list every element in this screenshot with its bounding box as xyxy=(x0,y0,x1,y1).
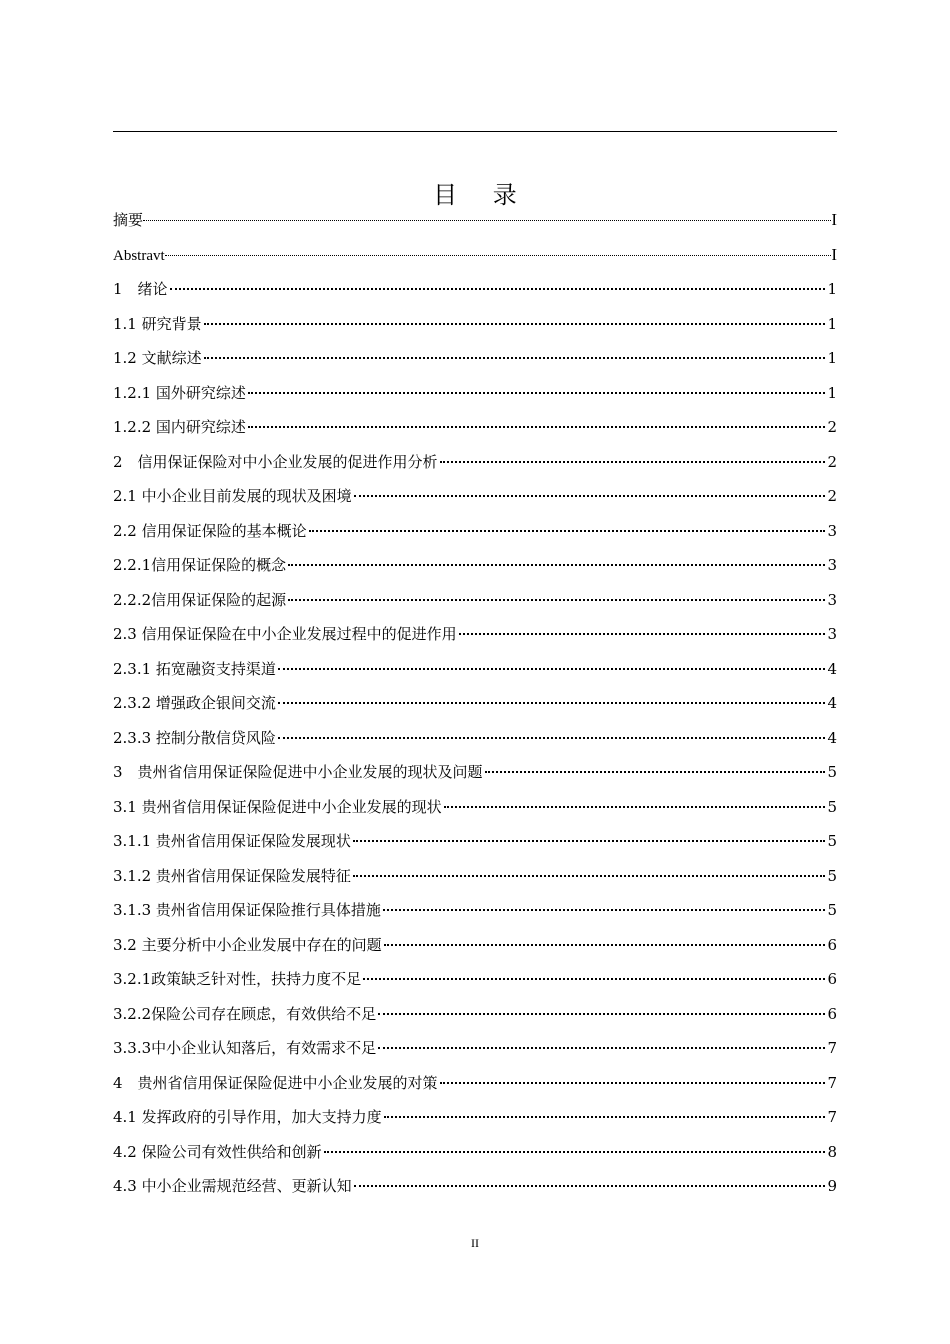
toc-entry-page: 1 xyxy=(827,280,837,298)
toc-entry-title: 2.1 中小企业目前发展的现状及困境 xyxy=(113,487,352,505)
toc-entry-page: 3 xyxy=(827,590,837,609)
toc-entry[interactable] xyxy=(113,307,837,342)
toc-entry-page: 3 xyxy=(827,521,837,540)
toc-entry-page: 5 xyxy=(827,901,837,919)
toc-entry-title: 3.1.1 贵州省信用保证保险发展现状 xyxy=(113,832,351,850)
toc-dot-leader xyxy=(440,1082,826,1084)
toc-dot-leader xyxy=(288,564,825,566)
toc-entry[interactable] xyxy=(113,755,837,790)
toc-entry-title: 3.3.3中小企业认知落后，有效需求不足 xyxy=(113,1039,377,1057)
toc-entry-page: 6 xyxy=(827,1004,837,1023)
toc-entry[interactable] xyxy=(113,479,837,514)
toc-entry-title: 2.2.2信用保证保险的起源 xyxy=(113,590,287,609)
toc-entry[interactable] xyxy=(113,893,837,928)
toc-entry-title: 1.2 文献综述 xyxy=(113,349,202,367)
toc-entry-page: 5 xyxy=(827,797,837,816)
toc-dot-leader xyxy=(485,771,826,773)
toc-entry[interactable] xyxy=(113,962,837,997)
toc-entry-page: 4 xyxy=(827,694,837,712)
toc-entry-title: 1.2.2 国内研究综述 xyxy=(113,418,246,436)
toc-dot-leader xyxy=(384,944,826,946)
toc-entry-title: 2.2.1信用保证保险的概念 xyxy=(113,556,287,574)
toc-entry-title: 3 贵州省信用保证保险促进中小企业发展的现状及问题 xyxy=(113,763,483,781)
toc-dot-leader xyxy=(165,255,832,256)
toc-entry-title: 2.3.1 拓宽融资支持渠道 xyxy=(113,659,276,678)
toc-dot-leader xyxy=(204,357,826,359)
toc-dot-leader xyxy=(440,461,826,463)
toc-entry-title: 3.1 贵州省信用保证保险促进中小企业发展的现状 xyxy=(113,797,442,816)
page-number: II xyxy=(471,1236,479,1250)
toc-dot-leader xyxy=(354,495,826,497)
toc-entry-page: I xyxy=(831,210,837,229)
toc-entry[interactable] xyxy=(113,410,837,445)
toc-dot-leader xyxy=(444,806,826,808)
toc-entry-page: I xyxy=(831,244,837,264)
toc-dot-leader xyxy=(363,978,825,980)
toc-dot-leader xyxy=(278,702,826,704)
toc-entry-page: 2 xyxy=(827,418,837,436)
toc-dot-leader xyxy=(324,1151,826,1153)
toc-dot-leader xyxy=(353,840,826,842)
toc-entry-title: 1 绪论 xyxy=(113,280,168,298)
toc-dot-leader xyxy=(383,909,826,911)
toc-entry-title: 4 贵州省信用保证保险促进中小企业发展的对策 xyxy=(113,1073,438,1092)
toc-entry-page: 1 xyxy=(827,314,837,333)
toc-title: 目 录 xyxy=(433,181,531,209)
toc-entry-page: 7 xyxy=(827,1039,837,1057)
toc-entry-title: 2.2 信用保证保险的基本概论 xyxy=(113,521,307,540)
toc-entry-title: 2.3.3 控制分散信贷风险 xyxy=(113,728,276,747)
toc-dot-leader xyxy=(378,1013,825,1015)
toc-dot-leader xyxy=(170,288,826,290)
toc-entry[interactable] xyxy=(113,583,837,618)
toc-entry[interactable] xyxy=(113,997,837,1032)
toc-entry-page: 2 xyxy=(827,452,837,471)
toc-dot-leader xyxy=(384,1116,826,1118)
toc-entry-title: 2 信用保证保险对中小企业发展的促进作用分析 xyxy=(113,452,438,471)
toc-dot-leader xyxy=(378,1047,825,1049)
toc-entry-page: 1 xyxy=(827,349,837,367)
toc-entry[interactable] xyxy=(113,548,837,583)
toc-entry-title: 3.2.1政策缺乏针对性，扶持力度不足 xyxy=(113,970,362,988)
toc-entry[interactable] xyxy=(113,1100,837,1135)
header-rule xyxy=(113,131,837,132)
toc-entry-page: 9 xyxy=(827,1177,837,1195)
toc-entry[interactable] xyxy=(113,203,837,238)
toc-entry[interactable] xyxy=(113,1135,837,1170)
toc-entry-title: 3.2 主要分析中小企业发展中存在的问题 xyxy=(113,935,382,954)
toc-entry-title: 1.2.1 国外研究综述 xyxy=(113,383,246,402)
toc-dot-leader xyxy=(354,1185,826,1187)
toc-entry[interactable] xyxy=(113,445,837,480)
toc-entry[interactable] xyxy=(113,617,837,652)
toc-entry[interactable] xyxy=(113,376,837,411)
toc-entry[interactable] xyxy=(113,824,837,859)
toc-entry-page: 8 xyxy=(827,1142,837,1161)
toc-dot-leader xyxy=(309,530,826,532)
toc-dot-leader xyxy=(248,392,826,394)
toc-list xyxy=(113,203,837,1204)
toc-entry[interactable] xyxy=(113,1169,837,1204)
toc-entry-title: 1.1 研究背景 xyxy=(113,314,202,333)
toc-entry[interactable] xyxy=(113,1031,837,1066)
toc-dot-leader xyxy=(353,875,826,877)
toc-entry-page: 4 xyxy=(827,659,837,678)
toc-entry-title: 2.3 信用保证保险在中小企业发展过程中的促进作用 xyxy=(113,625,457,643)
toc-entry-title: 4.3 中小企业需规范经营、更新认知 xyxy=(113,1177,352,1195)
toc-dot-leader xyxy=(288,599,825,601)
toc-entry-page: 4 xyxy=(827,728,837,747)
toc-entry-title: 3.2.2保险公司存在顾虑，有效供给不足 xyxy=(113,1004,377,1023)
toc-entry[interactable] xyxy=(113,272,837,307)
toc-entry-title: 3.1.3 贵州省信用保证保险推行具体措施 xyxy=(113,901,381,919)
toc-entry-title: 2.3.2 增强政企银间交流 xyxy=(113,694,276,712)
toc-entry-page: 3 xyxy=(827,625,837,643)
toc-entry-title: 摘要 xyxy=(113,213,144,229)
toc-entry-page: 6 xyxy=(827,935,837,954)
toc-entry[interactable] xyxy=(113,928,837,963)
toc-dot-leader xyxy=(143,220,831,221)
toc-entry[interactable] xyxy=(113,1066,837,1101)
toc-dot-leader xyxy=(204,323,826,325)
toc-entry-page: 7 xyxy=(827,1108,837,1126)
toc-entry-page: 7 xyxy=(827,1073,837,1092)
toc-entry[interactable] xyxy=(113,514,837,549)
toc-entry-page: 5 xyxy=(827,832,837,850)
toc-entry-title: 4.1 发挥政府的引导作用，加大支持力度 xyxy=(113,1108,382,1126)
toc-dot-leader xyxy=(278,668,826,670)
toc-dot-leader xyxy=(278,737,826,739)
toc-entry[interactable] xyxy=(113,341,837,376)
toc-entry-page: 6 xyxy=(827,970,837,988)
toc-entry-title: Abstravt xyxy=(113,247,165,264)
toc-entry-page: 5 xyxy=(827,763,837,781)
toc-entry-page: 3 xyxy=(827,556,837,574)
toc-entry[interactable] xyxy=(113,652,837,687)
toc-entry[interactable] xyxy=(113,790,837,825)
toc-entry[interactable] xyxy=(113,721,837,756)
toc-entry[interactable] xyxy=(113,686,837,721)
toc-entry-page: 5 xyxy=(827,866,837,885)
toc-entry-page: 2 xyxy=(827,487,837,505)
toc-entry-title: 3.1.2 贵州省信用保证保险发展特征 xyxy=(113,866,351,885)
toc-entry-title: 4.2 保险公司有效性供给和创新 xyxy=(113,1142,322,1161)
toc-entry[interactable] xyxy=(113,238,837,273)
toc-dot-leader xyxy=(248,426,826,428)
toc-entry[interactable] xyxy=(113,859,837,894)
toc-dot-leader xyxy=(459,633,826,635)
toc-entry-page: 1 xyxy=(827,383,837,402)
